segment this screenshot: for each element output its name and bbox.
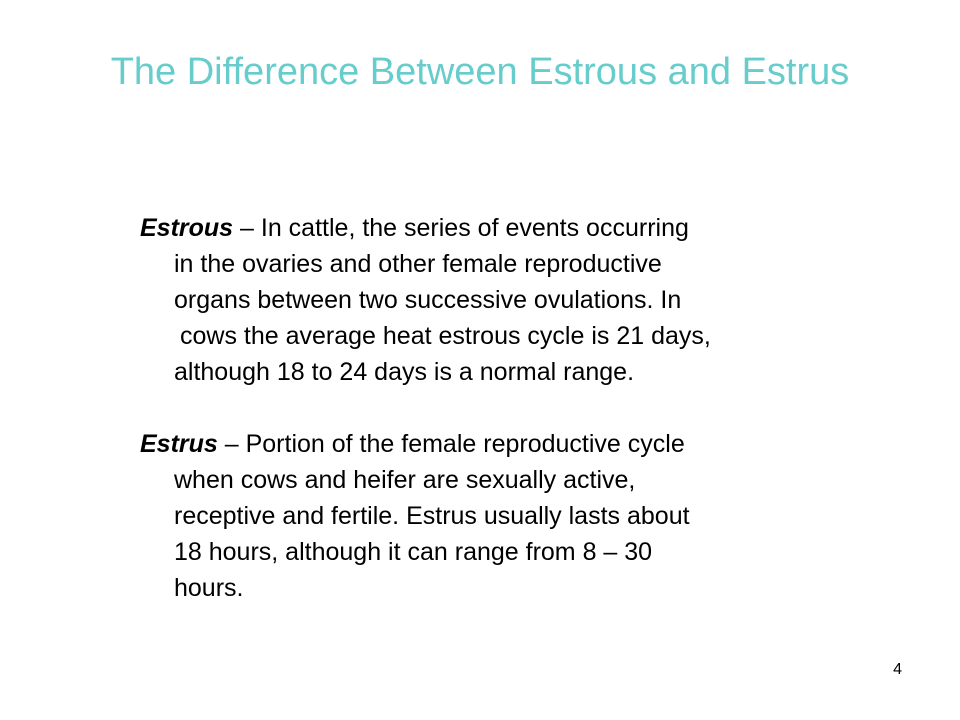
definition-first-line (140, 210, 880, 246)
definition-text: organs between two successive ovulations. In (174, 286, 682, 314)
definitions-list (140, 210, 880, 606)
definition-text: 18 hours, although it can range from 8 – 30 (174, 538, 653, 566)
definition-text: although 18 to 24 days is a normal range. (174, 358, 635, 386)
definition-term: Estrus (140, 430, 218, 458)
definition-text: – In cattle, the series of events occurring (233, 214, 689, 242)
definition-estrus (140, 426, 880, 606)
definition-text: receptive and fertile. Estrus usually lasts about (174, 502, 690, 530)
definition-text: – Portion of the female reproductive cycle (217, 430, 685, 458)
definition-estrous (140, 210, 880, 390)
definition-term: Estrous (140, 214, 234, 242)
definition-text: when cows and heifer are sexually active, (174, 466, 636, 494)
definition-text: cows the average heat estrous cycle is 21 days, (180, 322, 711, 350)
slide-title: The Difference Between Estrous and Estrus (110, 51, 850, 93)
definition-first-line (140, 426, 880, 462)
page-number: 4 (893, 661, 902, 678)
definition-text: hours. (174, 574, 244, 602)
definition-text: in the ovaries and other female reproductive (174, 250, 662, 278)
